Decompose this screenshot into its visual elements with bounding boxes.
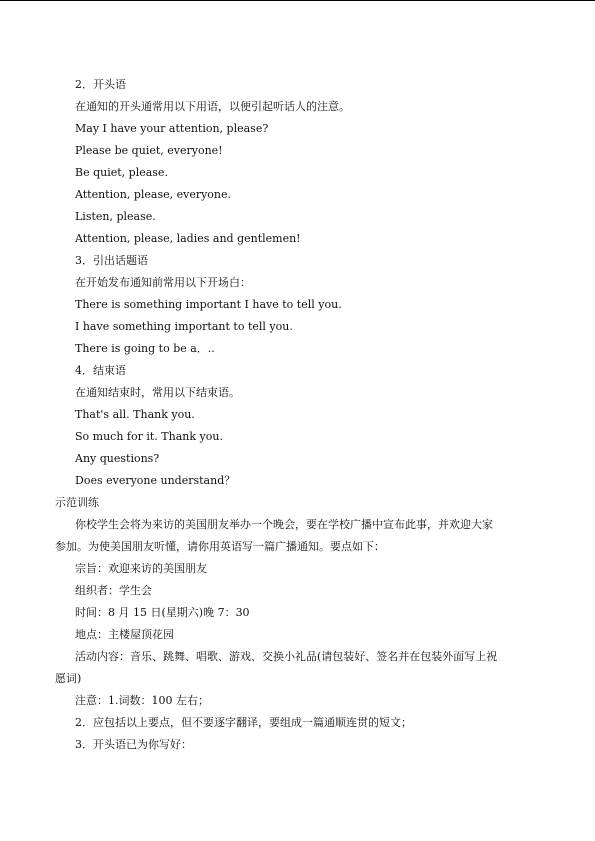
- section-heading-practice: 示范训练: [55, 496, 99, 509]
- example-sentence: There is something important I have to tell you.: [75, 298, 342, 311]
- text-line: 你校学生会将为来访的美国朋友举办一个晚会，要在学校广播中宣布此事，并欢迎大家: [75, 518, 493, 531]
- requirement-purpose: 宗旨：欢迎来访的美国朋友: [75, 562, 207, 575]
- section-heading-opening-phrases: 2．开头语: [75, 78, 126, 91]
- text-line: 在通知结束时，常用以下结束语。: [75, 386, 240, 399]
- text-line: 在开始发布通知前常用以下开场白：: [75, 276, 251, 289]
- requirement-activities: 活动内容：音乐、跳舞、唱歌、游戏、交换小礼品(请包装好、签名并在包装外面写上祝: [75, 650, 498, 663]
- text-line-continued: 参加。为使美国朋友听懂，请你用英语写一篇广播通知。要点如下：: [55, 540, 385, 553]
- document-body: [0, 74, 595, 756]
- text-line-continued: 愿词): [55, 672, 82, 685]
- requirement-location: 地点：主楼屋顶花园: [75, 628, 174, 641]
- requirement-organizer: 组织者：学生会: [75, 584, 152, 597]
- example-sentence: So much for it. Thank you.: [75, 430, 223, 443]
- example-sentence: Attention, please, ladies and gentlemen!: [75, 232, 301, 245]
- note-opening-provided: 3．开头语已为你写好：: [75, 738, 192, 751]
- example-sentence: Please be quiet, everyone!: [75, 144, 223, 157]
- example-sentence: Attention, please, everyone.: [75, 188, 232, 201]
- example-sentence: That's all. Thank you.: [75, 408, 195, 421]
- example-sentence: Be quiet, please.: [75, 166, 168, 179]
- note-word-count: 注意：1.词数：100 左右；: [75, 694, 209, 707]
- example-sentence: I have something important to tell you.: [75, 320, 293, 333]
- example-sentence: Listen, please.: [75, 210, 156, 223]
- example-sentence: Any questions?: [75, 452, 160, 465]
- example-sentence: Does everyone understand？: [75, 474, 236, 487]
- example-sentence: There is going to be a．..: [75, 342, 215, 355]
- page-top-border: [0, 0, 595, 1]
- section-heading-topic-phrases: 3．引出话题语: [75, 254, 148, 267]
- note-coverage: 2．应包括以上要点，但不要逐字翻译，要组成一篇通顺连贯的短文；: [75, 716, 412, 729]
- requirement-time: 时间：8 月 15 日(星期六)晚 7：30: [75, 606, 250, 619]
- section-heading-closing-phrases: 4．结束语: [75, 364, 126, 377]
- example-sentence: May I have your attention, please?: [75, 122, 269, 135]
- text-line: 在通知的开头通常用以下用语，以便引起听话人的注意。: [75, 100, 350, 113]
